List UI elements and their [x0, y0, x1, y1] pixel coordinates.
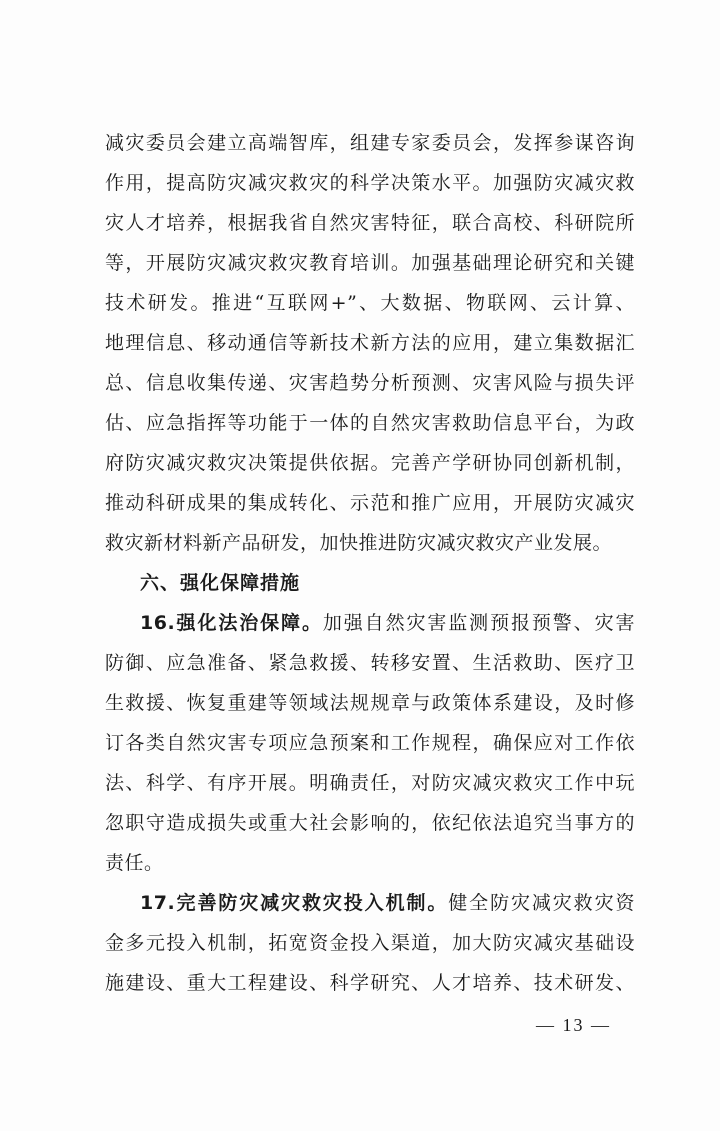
paragraph-line: 生救援、恢复重建等领域法规规章与政策体系建设，及时修 [105, 692, 635, 714]
paragraph-line: 作用，提高防灾减灾救灾的科学决策水平。加强防灾减灾救 [105, 172, 635, 194]
paragraph-line: 府防灾减灾救灾决策提供依据。完善产学研协同创新机制， [105, 452, 635, 474]
paragraph-line: 金多元投入机制，拓宽资金投入渠道，加大防灾减灾基础设 [105, 932, 635, 954]
paragraph-first-line [140, 888, 635, 918]
paragraph-line: 技术研发。推进“互联网+”、大数据、物联网、云计算、 [105, 292, 635, 314]
section-heading: 六、强化保障措施 [140, 572, 301, 594]
paragraph-line: 减灾委员会建立高端智库，组建专家委员会，发挥参谋咨询 [105, 132, 635, 154]
paragraph-line: 总、信息收集传递、灾害趋势分析预测、灾害风险与损失评 [105, 372, 635, 394]
clause-title: 16.强化法治保障。 [140, 612, 323, 634]
paragraph-line: 法、科学、有序开展。明确责任，对防灾减灾救灾工作中玩 [105, 772, 635, 794]
paragraph-line: 忽职守造成损失或重大社会影响的，依纪依法追究当事方的 [105, 812, 635, 834]
paragraph-line: 施建设、重大工程建设、科学研究、人才培养、技术研发、 [105, 972, 635, 994]
clause-title: 17.完善防灾减灾救灾投入机制。 [140, 892, 449, 914]
clause-text: 健全防灾减灾救灾资 [448, 892, 635, 914]
paragraph-line: 估、应急指挥等功能于一体的自然灾害救助信息平台，为政 [105, 412, 635, 434]
clause-text: 加强自然灾害监测预报预警、灾害 [322, 612, 635, 634]
paragraph-line: 等，开展防灾减灾救灾教育培训。加强基础理论研究和关键 [105, 252, 635, 274]
paragraph-line: 救灾新材料新产品研发，加快推进防灾减灾救灾产业发展。 [105, 532, 613, 554]
paragraph-line: 地理信息、移动通信等新技术新方法的应用，建立集数据汇 [105, 332, 635, 354]
paragraph-line: 推动科研成果的集成转化、示范和推广应用，开展防灾减灾 [105, 492, 635, 514]
page-number: — 13 — [536, 1015, 611, 1035]
paragraph-line: 灾人才培养，根据我省自然灾害特征，联合高校、科研院所 [105, 212, 635, 234]
paragraph-line: 责任。 [105, 852, 164, 874]
paragraph-line: 订各类自然灾害专项应急预案和工作规程，确保应对工作依 [105, 732, 635, 754]
paragraph-first-line [140, 608, 635, 638]
paragraph-line: 防御、应急准备、紧急救援、转移安置、生活救助、医疗卫 [105, 652, 635, 674]
